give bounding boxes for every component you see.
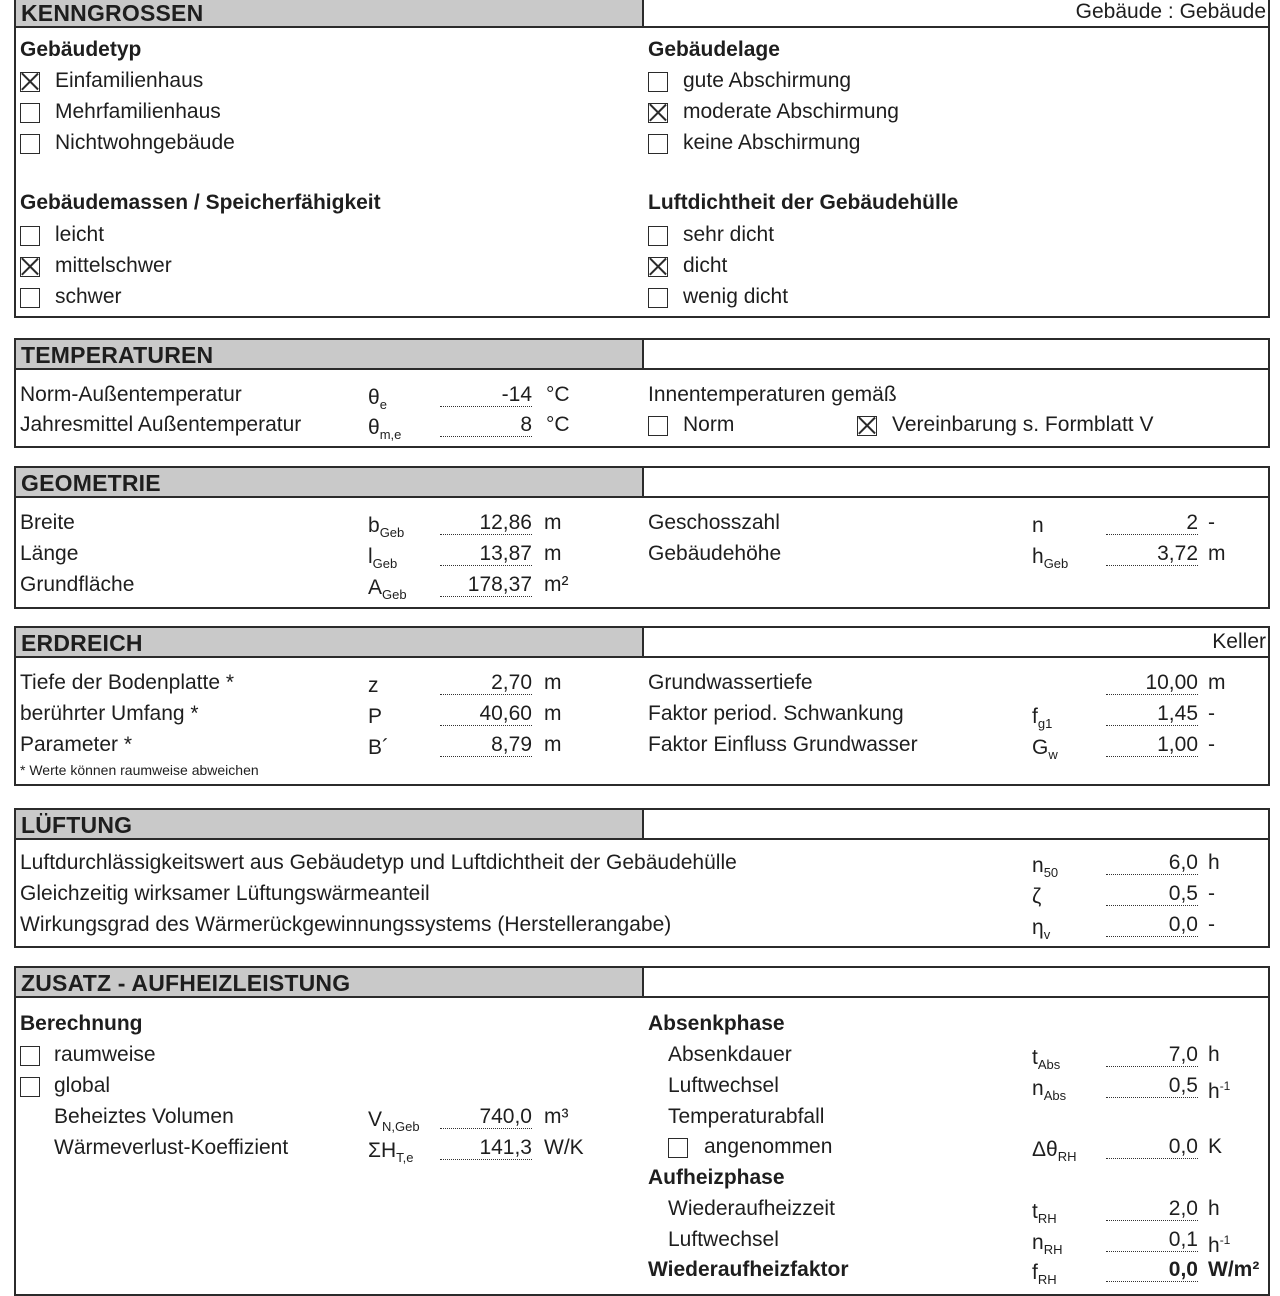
symbol-sub: Geb (382, 587, 407, 602)
symbol-main: B´ (368, 736, 389, 759)
symbol-sub: 50 (1043, 865, 1059, 880)
unit-text: K (1208, 1135, 1223, 1158)
field-value[interactable]: 141,3 (440, 1137, 532, 1160)
symbol (1032, 705, 1052, 736)
field-value[interactable]: 13,87 (440, 543, 532, 566)
field-value[interactable]: 40,60 (440, 703, 532, 726)
unit-text: - (1208, 733, 1215, 756)
field-label: Geschosszahl (648, 511, 780, 534)
unit (1208, 913, 1215, 937)
unit (1208, 1135, 1222, 1159)
symbol-main: ΣH (368, 1139, 397, 1162)
luftdichtheit-heading: Luftdichtheit der Gebäudehülle (648, 191, 959, 214)
section-header-right (644, 968, 1268, 998)
luftdichtheit-option-label: sehr dicht (683, 223, 775, 246)
field-label: Gleichzeitig wirksamer Lüftungswärmeanteil (20, 882, 430, 905)
field-value[interactable]: 0,5 (1106, 1075, 1198, 1098)
berechnung-heading: Berechnung (20, 1012, 143, 1035)
gebaeudetyp-option-label: Mehrfamilienhaus (55, 100, 221, 123)
section-header (16, 340, 644, 370)
gebaeudetyp-option-label: Einfamilienhaus (55, 69, 204, 92)
angenommen-checkbox[interactable] (668, 1138, 688, 1158)
unit (544, 733, 562, 757)
field-value[interactable]: 0,1 (1106, 1229, 1198, 1252)
section-title: GEOMETRIE (21, 470, 161, 496)
field-label: Beheiztes Volumen (54, 1105, 234, 1128)
field-value[interactable]: 178,37 (440, 574, 532, 597)
symbol (368, 576, 407, 607)
gebaeudetyp-checkbox[interactable] (20, 103, 40, 123)
field-value[interactable]: 0,0 (1106, 1136, 1198, 1159)
unit-text: - (1208, 913, 1215, 936)
section-title: ZUSATZ - AUFHEIZLEISTUNG (21, 970, 351, 996)
gebaeudelage-option-label: gute Abschirmung (683, 69, 852, 92)
field-label: berührter Umfang * (20, 702, 199, 725)
unit-text: W/K (544, 1136, 584, 1159)
symbol (368, 1108, 420, 1139)
symbol-sub: Abs (1037, 1057, 1061, 1072)
footnote: * Werte können raumweise abweichen (20, 762, 259, 778)
section-erdreich (14, 626, 1270, 786)
section-header (16, 0, 644, 28)
gebaeudelage-heading: Gebäudelage (648, 38, 780, 61)
field-value[interactable]: 2 (1106, 512, 1198, 535)
unit (1208, 1074, 1230, 1104)
symbol (1032, 1046, 1060, 1077)
unit-text: m (544, 702, 562, 725)
field-value[interactable]: 1,00 (1106, 734, 1198, 757)
unit-exponent: -1 (1219, 1079, 1231, 1093)
symbol-main: A (368, 576, 383, 599)
field-value[interactable]: 0,5 (1106, 883, 1198, 906)
field-value[interactable]: 740,0 (440, 1106, 532, 1129)
field-value[interactable]: 10,00 (1106, 672, 1198, 695)
symbol (1032, 514, 1044, 545)
symbol-main: t (1032, 1046, 1038, 1069)
unit (544, 573, 569, 597)
symbol-sub: Geb (372, 556, 398, 571)
unit-text: - (1208, 882, 1215, 905)
vereinbarung-checkbox[interactable] (857, 416, 877, 436)
gebaeudemassen-checkbox[interactable] (20, 257, 40, 277)
unit-text: h (1208, 1043, 1220, 1066)
symbol-sub: RH (1037, 1272, 1057, 1287)
unit (544, 671, 562, 695)
aufheizphase-heading: Aufheizphase (648, 1166, 785, 1189)
symbol-sub: T,e (396, 1150, 414, 1165)
gebaeudetyp-checkbox[interactable] (20, 72, 40, 92)
symbol-main: n (1032, 1077, 1044, 1100)
symbol-main: z (368, 674, 379, 697)
symbol-main: V (368, 1108, 383, 1131)
section-header-right (644, 0, 1268, 28)
field-value[interactable]: 2,70 (440, 672, 532, 695)
symbol-sub: RH (1043, 1242, 1063, 1257)
unit (1208, 1197, 1220, 1221)
symbol-sub: N,Geb (382, 1119, 420, 1134)
unit-text: W/m² (1208, 1258, 1260, 1281)
wiederaufheizfaktor-label: Wiederaufheizfaktor (648, 1258, 849, 1281)
field-label: Wärmeverlust-Koeffizient (54, 1136, 289, 1159)
symbol-main: f (1032, 1261, 1038, 1284)
unit (1208, 542, 1226, 566)
section-title: TEMPERATUREN (21, 342, 214, 368)
gebaeudelage-checkbox[interactable] (648, 103, 668, 123)
unit (544, 702, 562, 726)
section-title: ERDREICH (21, 630, 143, 656)
temperaturabfall-label: Temperaturabfall (668, 1105, 825, 1128)
unit-text: - (1208, 511, 1215, 534)
symbol (1032, 545, 1068, 576)
field-label: Wiederaufheizzeit (668, 1197, 835, 1220)
unit (1208, 671, 1226, 695)
symbol-main: Δθ (1032, 1138, 1058, 1161)
field-value[interactable]: 0,0 (1106, 1259, 1198, 1282)
symbol-sub: Geb (379, 525, 405, 540)
unit (544, 1136, 584, 1160)
field-label: Länge (20, 542, 79, 565)
gebaeudemassen-option-label: mittelschwer (55, 254, 172, 277)
theta-me-symbol: $\theta_{m,e}$ (368, 416, 402, 442)
section-kenngroessen (14, 0, 1270, 318)
symbol-main: P (368, 705, 383, 728)
gebaeudemassen-heading: Gebäudemassen / Speicherfähigkeit (20, 191, 381, 214)
gebaeudelage-checkbox[interactable] (648, 134, 668, 154)
field-label: Parameter * (20, 733, 133, 756)
global-label: global (54, 1074, 111, 1097)
symbol-sub: w (1048, 747, 1058, 762)
field-label: Luftdurchlässigkeitswert aus Gebäudetyp und Luftdichtheit der Gebäudehülle (20, 851, 737, 874)
symbol-main: h (1032, 545, 1044, 568)
symbol-main: f (1032, 705, 1038, 728)
jahresmittel-value[interactable]: 8 (440, 414, 532, 437)
building-label: Gebäude : Gebäude (1075, 0, 1266, 23)
angenommen-label: angenommen (704, 1135, 833, 1158)
section-title: LÜFTUNG (21, 812, 133, 838)
field-label: Faktor period. Schwankung (648, 702, 904, 725)
symbol (368, 736, 389, 767)
section-header (16, 810, 644, 840)
norm-aussentemp-value[interactable]: -14 (440, 384, 532, 407)
field-label: Wirkungsgrad des Wärmerückgewinnungssystems (Herstellerangabe) (20, 913, 672, 936)
symbol (1032, 1231, 1062, 1262)
luftdichtheit-checkbox[interactable] (648, 288, 668, 308)
section-header (16, 968, 644, 998)
raumweise-checkbox[interactable] (20, 1046, 40, 1066)
symbol (1032, 1200, 1057, 1231)
field-value[interactable]: 3,72 (1106, 543, 1198, 566)
unit-text: h (1208, 851, 1220, 874)
field-value[interactable]: 0,0 (1106, 914, 1198, 937)
section-temperaturen (14, 338, 1270, 448)
symbol-main: n (1032, 854, 1044, 877)
symbol (1032, 1138, 1077, 1169)
symbol (1032, 885, 1041, 916)
symbol (368, 1139, 414, 1170)
section-zusatz (14, 966, 1270, 1296)
unit-text: h (1208, 1080, 1220, 1103)
symbol-main: n (1032, 1231, 1044, 1254)
unit-text: m (1208, 671, 1226, 694)
field-value[interactable]: 6,0 (1106, 852, 1198, 875)
unit-text: m³ (544, 1105, 569, 1128)
symbol (1032, 736, 1058, 767)
unit-text: m (544, 511, 562, 534)
unit (1208, 882, 1215, 906)
symbol-main: t (1032, 1200, 1038, 1223)
unit (1208, 1228, 1230, 1258)
symbol-main: η (1032, 916, 1044, 939)
unit (544, 542, 562, 566)
unit-text: h (1208, 1197, 1220, 1220)
unit-text: m² (544, 573, 569, 596)
symbol (1032, 1077, 1066, 1108)
symbol-sub: v (1043, 927, 1051, 942)
field-label: Absenkdauer (668, 1043, 792, 1066)
symbol-main: ζ (1032, 885, 1042, 908)
vereinbarung-label: Vereinbarung s. Formblatt V (892, 413, 1154, 436)
unit-text: m (544, 671, 562, 694)
norm-aussentemp-label: Norm-Außentemperatur (20, 383, 242, 406)
gebaeudemassen-checkbox[interactable] (20, 226, 40, 246)
jahresmittel-label: Jahresmittel Außentemperatur (20, 413, 302, 436)
unit (544, 1105, 569, 1129)
unit (1208, 511, 1215, 535)
raumweise-label: raumweise (54, 1043, 156, 1066)
symbol-main: l (368, 545, 373, 568)
field-value[interactable]: 2,0 (1106, 1198, 1198, 1221)
unit-text: - (1208, 702, 1215, 725)
unit (544, 511, 562, 535)
unit (1208, 851, 1220, 875)
symbol (1032, 854, 1058, 885)
unit-text: m (1208, 542, 1226, 565)
norm-label: Norm (683, 413, 735, 436)
section-header-right (644, 340, 1268, 370)
field-label: Luftwechsel (668, 1074, 779, 1097)
unit-text: h (1208, 1234, 1220, 1257)
symbol-sub: RH (1037, 1211, 1057, 1226)
symbol-sub: g1 (1037, 716, 1053, 731)
field-value[interactable]: 7,0 (1106, 1044, 1198, 1067)
section-header-right (644, 810, 1268, 840)
section-header (16, 468, 644, 498)
gebaeudetyp-heading: Gebäudetyp (20, 38, 142, 61)
field-label: Grundwassertiefe (648, 671, 813, 694)
norm-checkbox[interactable] (648, 416, 668, 436)
symbol-sub: RH (1057, 1149, 1077, 1164)
unit-text: m (544, 542, 562, 565)
field-label: Gebäudehöhe (648, 542, 782, 565)
unit (1208, 1258, 1259, 1282)
gebaeudelage-option-label: moderate Abschirmung (683, 100, 899, 123)
symbol-sub: Geb (1043, 556, 1069, 571)
section-geometrie (14, 466, 1270, 609)
section-header (16, 628, 644, 658)
symbol (1032, 1261, 1057, 1292)
field-value[interactable]: 1,45 (1106, 703, 1198, 726)
field-label: Grundfläche (20, 573, 135, 596)
unit (1208, 733, 1215, 757)
section-header-right (644, 468, 1268, 498)
symbol-main: b (368, 514, 380, 537)
field-label: Tiefe der Bodenplatte * (20, 671, 235, 694)
gebaeudemassen-option-label: leicht (55, 223, 105, 246)
unit (1208, 1043, 1220, 1067)
symbol-main: n (1032, 514, 1044, 537)
keller-label: Keller (1212, 630, 1266, 653)
field-value[interactable]: 12,86 (440, 512, 532, 535)
unit-exponent: -1 (1219, 1233, 1231, 1247)
symbol (368, 705, 382, 736)
unit-text: m (544, 733, 562, 756)
global-checkbox[interactable] (20, 1077, 40, 1097)
symbol (1032, 916, 1050, 947)
gebaeudetyp-option-label: Nichtwohngebäude (55, 131, 235, 154)
gebaeudelage-option-label: keine Abschirmung (683, 131, 861, 154)
luftdichtheit-checkbox[interactable] (648, 226, 668, 246)
luftdichtheit-option-label: wenig dicht (683, 285, 789, 308)
luftdichtheit-checkbox[interactable] (648, 257, 668, 277)
symbol-main: G (1032, 736, 1049, 759)
gebaeudetyp-checkbox[interactable] (20, 134, 40, 154)
symbol (368, 674, 379, 705)
symbol-sub: Abs (1043, 1088, 1067, 1103)
field-value[interactable]: 8,79 (440, 734, 532, 757)
section-header-right (644, 628, 1268, 658)
innentemp-label: Innentemperaturen gemäß (648, 383, 897, 406)
field-label: Faktor Einfluss Grundwasser (648, 733, 918, 756)
field-label: Breite (20, 511, 75, 534)
symbol (368, 514, 404, 545)
section-title: KENNGROSSEN (21, 0, 204, 26)
luftdichtheit-option-label: dicht (683, 254, 728, 277)
gebaeudemassen-option-label: schwer (55, 285, 122, 308)
symbol (368, 545, 397, 576)
unit: °C (546, 383, 570, 406)
unit: °C (546, 413, 570, 436)
gebaeudelage-checkbox[interactable] (648, 72, 668, 92)
absenkphase-heading: Absenkphase (648, 1012, 785, 1035)
field-label: Luftwechsel (668, 1228, 779, 1251)
section-lueftung (14, 808, 1270, 948)
gebaeudemassen-checkbox[interactable] (20, 288, 40, 308)
unit (1208, 702, 1215, 726)
theta-e-symbol: $\theta_e$ (368, 386, 387, 412)
